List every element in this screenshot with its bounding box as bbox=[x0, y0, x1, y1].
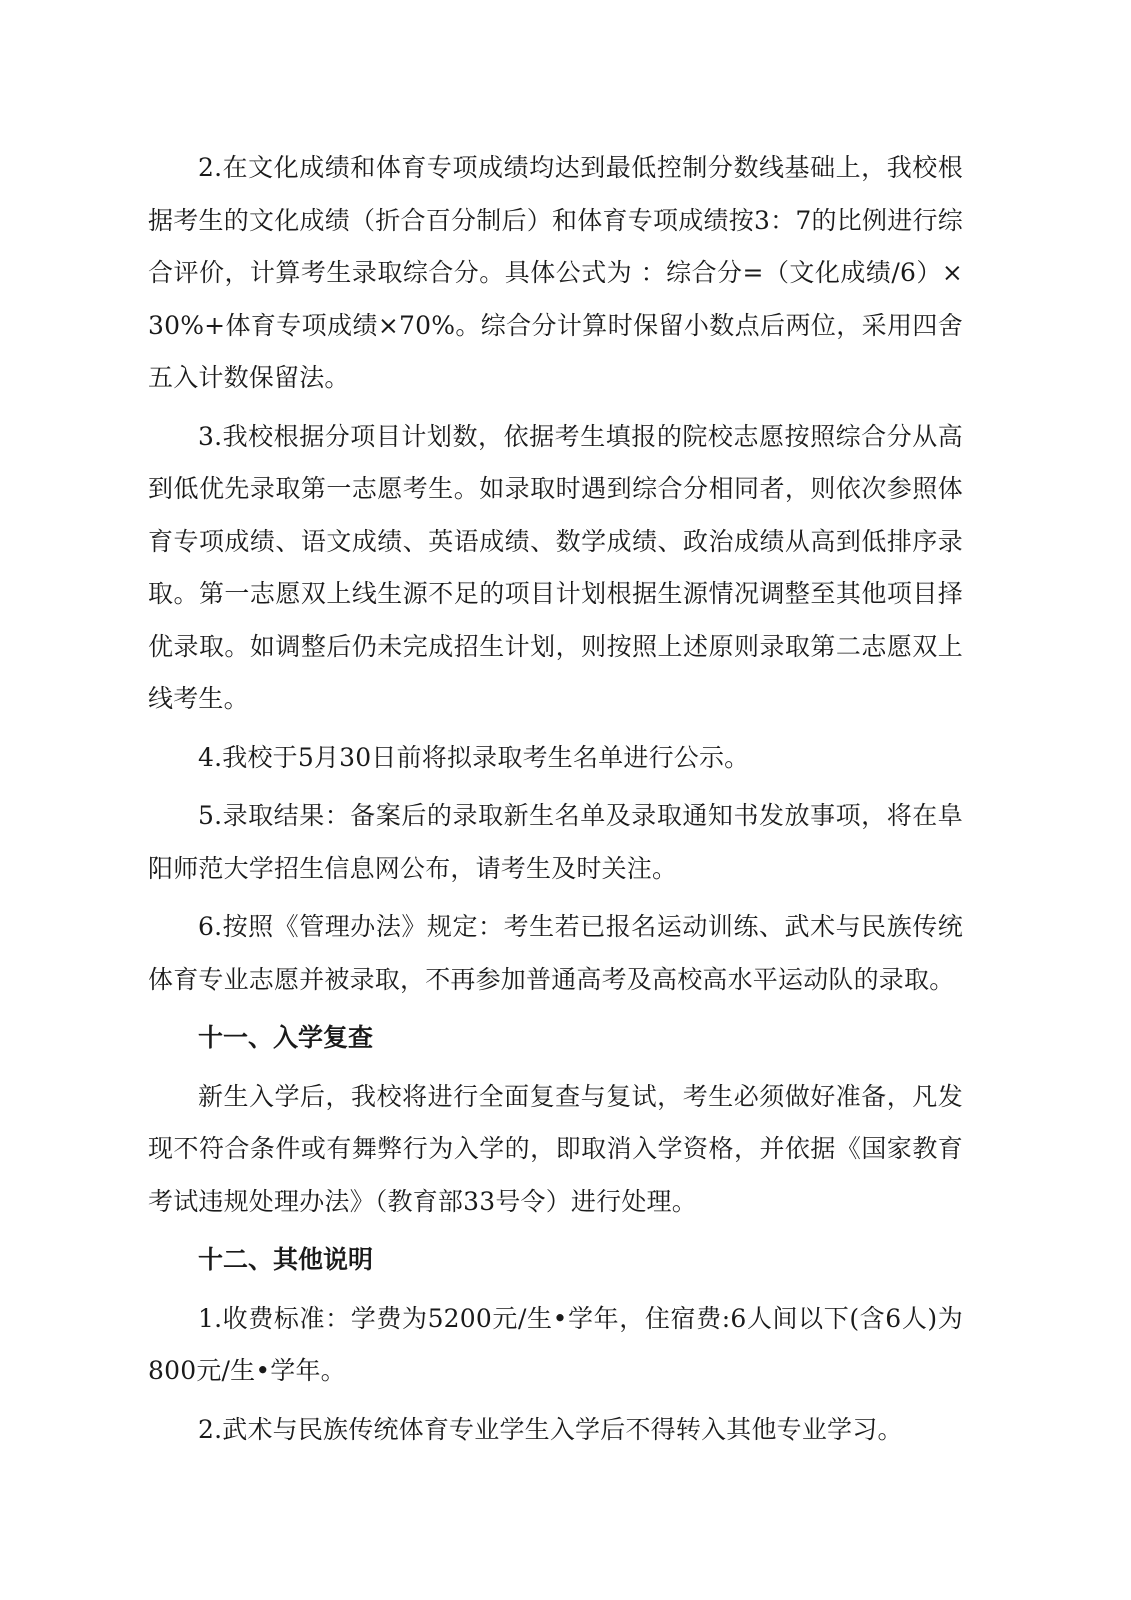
paragraph-enrollment-review: 新生入学后，我校将进行全面复查与复试，考生必须做好准备，凡发现不符合条件或有舞弊行为入学的，即取消入学资格，并依据《国家教育考试违规处理办法》（教育部33号令）进行处理。 bbox=[148, 1081, 963, 1216]
paragraph-admission-results: 5.录取结果：备案后的录取新生名单及录取通知书发放事项，将在阜阳师范大学招生信息网公布，请考生及时关注。 bbox=[148, 801, 963, 883]
paragraph-admission-formula: 2.在文化成绩和体育专项成绩均达到最低控制分数线基础上，我校根据考生的文化成绩（折合百分制后）和体育专项成绩按3：7的比例进行综合评价，计算考生录取综合分。具体公式为 ：综合分=（文化成绩/6）×30%+体育专项成绩×70%。综合分计算时保留小数点后两位，采用四舍五入计数保留法。 bbox=[148, 153, 963, 392]
document-page bbox=[148, 142, 963, 1456]
section-heading-enrollment-review: 十一、入学复查 bbox=[198, 1023, 374, 1052]
section-heading-other-notes: 十二、其他说明 bbox=[198, 1245, 374, 1274]
paragraph-no-transfer: 2.武术与民族传统体育专业学生入学后不得转入其他专业学习。 bbox=[198, 1414, 903, 1444]
paragraph-publicity-date: 4.我校于5月30日前将拟录取考生名单进行公示。 bbox=[198, 742, 750, 772]
paragraph-fee-standard: 1.收费标准：学费为5200元/生•学年，住宿费:6人间以下(含6人)为800元/生•学年。 bbox=[148, 1303, 963, 1385]
paragraph-management-rules: 6.按照《管理办法》规定：考生若已报名运动训练、武术与民族传统体育专业志愿并被录取，不再参加普通高考及高校高水平运动队的录取。 bbox=[148, 912, 963, 994]
paragraph-admission-order: 3.我校根据分项目计划数，依据考生填报的院校志愿按照综合分从高到低优先录取第一志愿考生。如录取时遇到综合分相同者，则依次参照体育专项成绩、语文成绩、英语成绩、数学成绩、政治成绩从高到低排序录取。第一志愿双上线生源不足的项目计划根据生源情况调整至其他项目择优录取。如调整后仍未完成招生计划，则按照上述原则录取第二志愿双上线考生。 bbox=[148, 421, 963, 713]
